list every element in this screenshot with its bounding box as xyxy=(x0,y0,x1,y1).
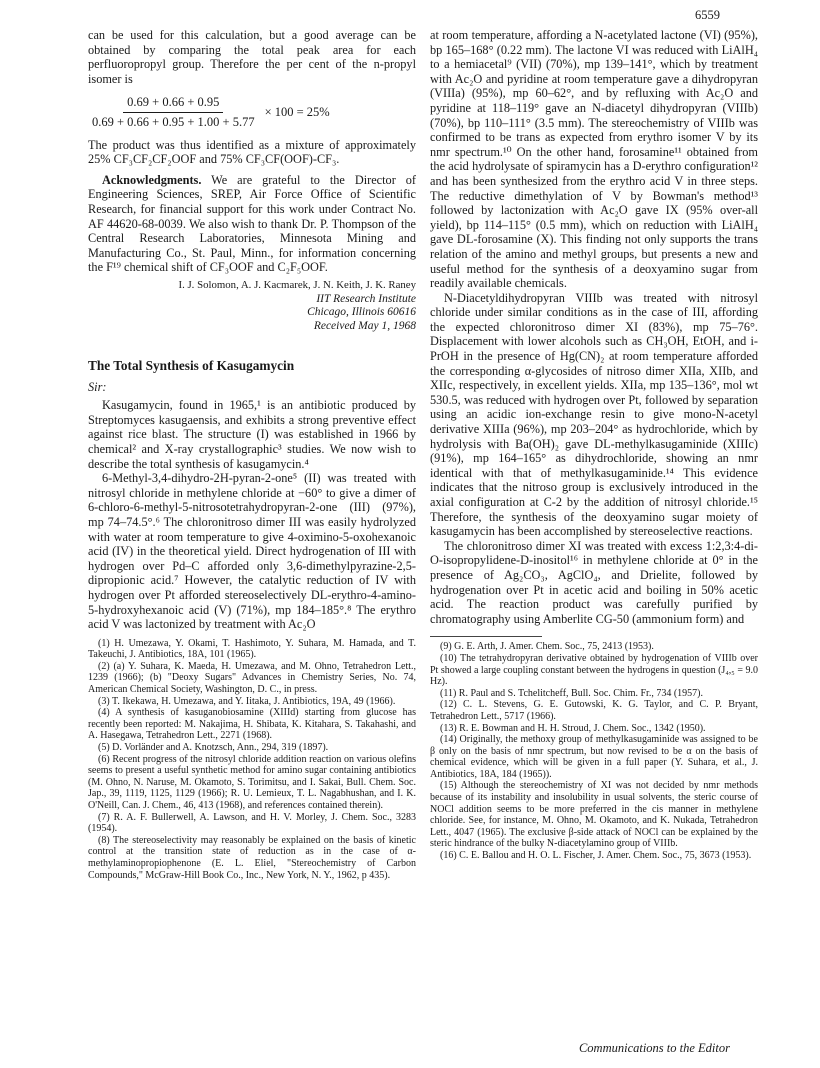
footnote-4: (4) A synthesis of kasuganobiosamine (XIIId) starting from glucose has recently been reported: M. Nakajima, H. Shibata, K. Kitahara, S. Takahashi, and A. Hasegawa, Tetrahedron Lett., 2271 (1968). xyxy=(88,707,416,742)
page-number: 6559 xyxy=(695,8,720,22)
received-date: Received May 1, 1968 xyxy=(313,319,416,332)
footnote-2: (2) (a) Y. Suhara, K. Maeda, H. Umezawa, and M. Ohno, Tetrahedron Lett., 1239 (1966); (b) "Deoxy Sugars" Advances in Chemistry Series, No. 74, American Chemical Society, Washington, D. C., in press. xyxy=(88,660,416,696)
footnote-10: (10) The tetrahydropyran derivative obtained by hydrogenation of VIIIb over Pt showed a large coupling constant between the hydrogens in question (J₄,₅ = 9.0 Hz). xyxy=(430,652,758,688)
footnote-3: (3) T. Ikekawa, H. Umezawa, and Y. Iitaka, J. Antibiotics, 19A, 49 (1966). xyxy=(98,695,396,707)
journal-section-footer: Communications to the Editor xyxy=(578,1041,730,1055)
intro-paragraph: can be used for this calculation, but a good average can be obtained by comparing the total peak area for each perfluoropropyl group. Therefore the per cent of the n-propyl isomer is xyxy=(88,28,416,86)
footnote-1: (1) H. Umezawa, Y. Okami, T. Hashimoto, Y. Suhara, M. Hamada, and T. Takeuchi, J. Antibiotics, 18A, 101 (1965). xyxy=(88,637,416,661)
author-list: I. J. Solomon, A. J. Kacmarek, J. N. Keith, J. K. Raney xyxy=(178,278,416,291)
footnote-5: (5) D. Vorländer and A. Knotzsch, Ann., 294, 319 (1897). xyxy=(98,742,329,754)
body-paragraph-2: 6-Methyl-3,4-dihydro-2H-pyran-2-one⁵ (II) was treated with nitrosyl chloride in methylene chloride at −60° to give a dimer of 6-chloro-6-methyl-5-nitrosotetrahydropyran-2-one (III) (97%), mp 74–74.5°.⁶ The chloronitroso dimer III was easily hydrolyzed with water at room temperature to give 4-oximino-5-oxohexanoic acid (IV) in the theoretical yield. Direct hydrogenation of III with hydrogen over Pd–C afforded only 3,6-dimethylpyrazine-2,5-dipropionic acid.⁷ However, the catalytic reduction of IV with hydrogen over Pt afforded stereoselectively DL-erythro-4-amino-5-hydroxyhexanoic acid (V) (71%), mp 184–185°.⁸ The erythro acid V was lactonized by treatment with Ac₂O xyxy=(88,471,416,632)
footnote-13: (13) R. E. Bowman and H. H. Stroud, J. Chem. Soc., 1342 (1950). xyxy=(440,722,706,734)
footnotes-left xyxy=(88,638,416,881)
equation-fraction xyxy=(88,95,259,129)
footnote-15: (15) Although the stereochemistry of XI was not decided by nmr methods because of its instability and insolubility in usual solvents, the steric course of NOCl addition seems to be more preferred in the cis manner in methylene chloride. See, for instance, M. Ohno, M. Okamoto, and K. Nukada, Tetrahedron Lett., 4047 (1965). The exclusive β-side attack of NOCl can be explained by the steric hindrance of the bulky N-diacetylamino group of VIIIb. xyxy=(430,780,758,850)
affiliation-institute: IIT Research Institute xyxy=(316,292,416,305)
article-title: The Total Synthesis of Kasugamycin xyxy=(88,358,295,373)
footnote-16: (16) C. E. Ballou and H. O. L. Fischer, J. Amer. Chem. Soc., 75, 3673 (1953). xyxy=(440,850,752,862)
body-paragraph-1: Kasugamycin, found in 1965,¹ is an antibiotic produced by Streptomyces kasugaensis, and exhibits a strong preventive effect against rice blast. The structure (I) was established in 1966 by chemical² and X-ray crystallographic³ studies. We now wish to describe the total synthesis of kasugamycin.⁴ xyxy=(88,398,416,471)
body-paragraph-4: N-Diacetyldihydropyran VIIIb was treated with nitrosyl chloride under similar conditions as in the case of III, affording the expected chloronitroso dimer XI (83%), mp 75–76°. Displacement with lower alcohols such as CH₃OH, EtOH, and i-PrOH in the presence of Hg(CN)₂ at room temperature afforded the corresponding α-glycosides of nitroso dimer XIIa, XIIb, and XIIc, respectively, in excellent yields. XIIa, mp 135–136°, mol wt 530.5, was reduced with hydrogen over Pt, followed by separation using an acidic ion-exchange resin to give mono-N-acetyl derivative XIIIa (96%), mp 203–204° as hydrochloride, which by hydrolysis with Ba(OH)₂ gave DL-methylkasugaminide (XIIIc) (91%), mp 164–165° as dihydrochloride, showing an nmr identical with that of methylkasugaminide.¹⁴ This evidence indicates that the nitroso group is exclusively introduced in the axial configuration at C-2 by the addition of nitrosyl chloride.¹⁵ Therefore, the synthesis of the deoxyamino sugar moiety of kasugamycin has been accomplished by stereoselective reactions. xyxy=(430,290,758,539)
footnote-9: (9) G. E. Arth, J. Amer. Chem. Soc., 75, 2413 (1953). xyxy=(440,641,654,653)
right-column xyxy=(430,28,758,862)
acknowledgments-paragraph xyxy=(88,173,416,275)
body-paragraph-3: at room temperature, affording a N-acetylated lactone (VI) (95%), bp 165–168° (0.22 mm). The lactone VI was reduced with LiAlH₄ to a hemiacetal⁹ (VII) (70%), mp 139–141°, which by treatment with Ac₂O and pyridine at room temperature gave a dihydropyran (VIIIa) (95%), mp 60–62°, and by refluxing with Ac₂O and pyridine at 118–119° gave an N-diacetyl dihydropyran (VIIIb) (70%), bp 110–111° (3.5 mm). The stereochemistry of VIIIb was confirmed to be trans as expected from erythro isomer V by its nmr spectrum.¹⁰ On the other hand, forosamine¹¹ obtained from the acid hydrolysate of spiramycin has a D-erythro configuration¹² and has been synthesized from the erythro acid V in three steps. The reductive dimethylation of V by Bowman's method¹³ followed by lactonization with Ac₂O gave IX (95% over-all yield), bp 114–115° (0.5 mm), which on reduction with LiAlH₄ gave DL-forosamine (X). This finding not only supports the trans relation of the amino and methyl groups, but presents a new and useful method for the synthesis of a deoxyamino sugar from readily available chemicals. xyxy=(430,28,758,291)
left-column xyxy=(88,28,416,881)
footnote-12: (12) C. L. Stevens, G. E. Gutowski, K. G. Taylor, and C. P. Bryant, Tetrahedron Lett., 5717 (1966). xyxy=(430,699,758,722)
footnotes-right xyxy=(430,641,758,861)
body-paragraph-5: The chloronitroso dimer XI was treated with excess 1:2,3:4-di-O-isopropylidene-D-inositol¹⁶ in methylene chloride at 0° in the presence of Ag₂CO₃, AgClO₄, and Drielite, followed by hydrogenation over Pt in acetic acid and boiling in 50% acetic acid. The reaction product was carefully purified by chromatography using Amberlite CG-50 (ammonium form) and xyxy=(430,538,758,626)
footnote-6: (6) Recent progress of the nitrosyl chloride addition reaction on various olefins seems to present a useful synthetic method for amino sugar containing antibiotics (M. Ohno, N. Naruse, M. Okamoto, S. Torimitsu, and I. Sakai, Bull. Chem. Soc. Jap., 39, 1119, 1125, 1129 (1966); R. U. Lemieux, T. L. Nagabhushan, and I. K. O'Neill, Can. J. Chem., 46, 413 (1968), and references contained therein). xyxy=(88,753,416,811)
equation-denominator: 0.69 + 0.66 + 0.95 + 1.00 + 5.77 xyxy=(92,114,255,129)
salutation: Sir: xyxy=(88,379,107,394)
footnote-divider xyxy=(430,636,542,637)
footnote-11: (11) R. Paul and S. Tchelitcheff, Bull. Soc. Chim. Fr., 734 (1957). xyxy=(440,687,703,699)
percent-equation xyxy=(88,95,416,129)
footnote-8: (8) The stereoselectivity may reasonably be explained on the basis of kinetic control at the transition state of reduction as in the case of α-methylaminopropiophenone (E. L. Eliel, "Stereochemistry of Carbon Compounds," McGraw-Hill Book Co., Inc., New York, N. Y., 1962, p 435). xyxy=(88,834,416,881)
conclusion-paragraph: The product was thus identified as a mixture of approximately 25% CF₃CF₂CF₂OOF and 75% CF₃CF(OOF)-CF₃. xyxy=(88,137,416,167)
equation-result: × 100 = 25% xyxy=(264,105,330,120)
acknowledgments-text: We are grateful to the Director of Engineering Sciences, SREP, Air Force Office of Scientific Research, for financial support for this work under Contract No. AF 44620-68-0039. We also wish to thank Dr. P. Thompson of the Central Research Laboratories, Minnesota Mining and Manufacturing Co., St. Paul, Minn., for information concerning the F¹⁹ chemical shift of CF₃OOF and C₂F₅OOF. xyxy=(88,172,416,275)
footnote-14: (14) Originally, the methoxy group of methylkasugaminide was assigned to be β only on the basis of nmr spectrum, but now revised to be α on the basis of chemical evidence, which will be given in a full paper (Y. Suhara, et al., J. Antibiotics, 18A, 184 (1965)). xyxy=(430,734,758,780)
affiliation-city: Chicago, Illinois 60616 xyxy=(307,306,416,318)
acknowledgments-heading: Acknowledgments. xyxy=(102,172,202,187)
footnote-7: (7) R. A. F. Bullerwell, A. Lawson, and H. V. Morley, J. Chem. Soc., 3283 (1954). xyxy=(88,811,416,835)
equation-numerator: 0.69 + 0.66 + 0.95 xyxy=(123,95,223,113)
